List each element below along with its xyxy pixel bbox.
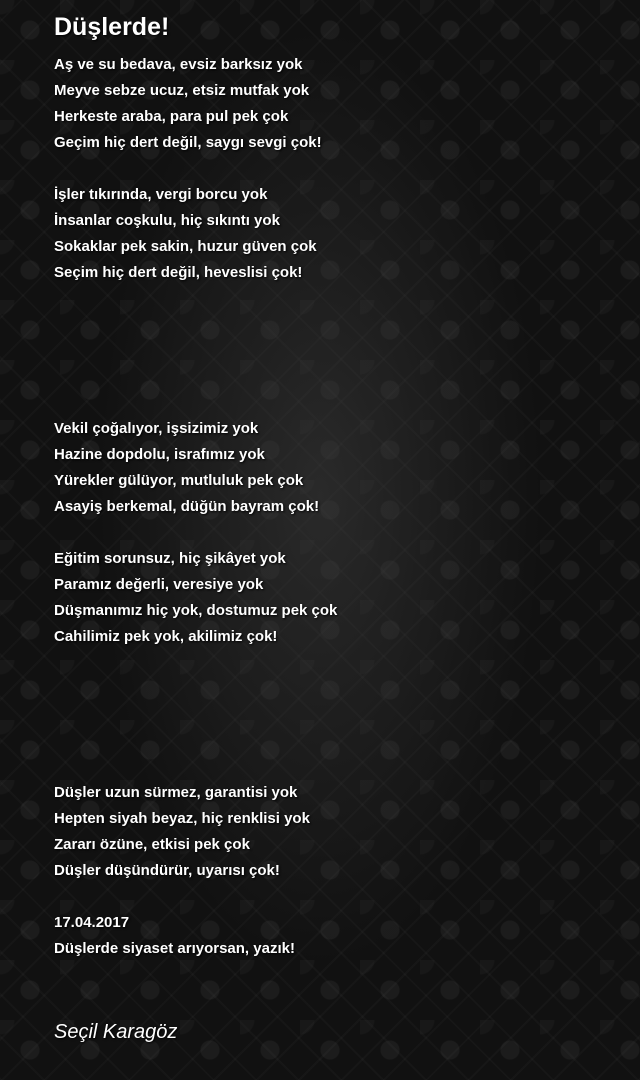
stanza (54, 182, 614, 286)
poem-line: Seçim hiç dert değil, heveslisi çok! (54, 264, 303, 281)
poem-body (54, 52, 614, 988)
poem-line: Düşmanımız hiç yok, dostumuz pek çok (54, 602, 338, 619)
poem-line: Vekil çoğalıyor, işsizimiz yok (54, 420, 259, 437)
author-name: Seçil Karagöz (54, 1021, 178, 1043)
poem-line: Paramız değerli, veresiye yok (54, 576, 264, 593)
poem-date: 17.04.2017 (54, 914, 130, 931)
poem-line: Düşler düşündürür, uyarısı çok! (54, 862, 280, 879)
poem-line: Aş ve su bedava, evsiz barksız yok (54, 56, 303, 73)
poem-line: İşler tıkırında, vergi borcu yok (54, 186, 268, 203)
poem-line: Eğitim sorunsuz, hiç şikâyet yok (54, 550, 286, 567)
poem-line: Hazine dopdolu, israfımız yok (54, 446, 265, 463)
poem-line: İnsanlar coşkulu, hiç sıkıntı yok (54, 212, 280, 229)
stanza (54, 52, 614, 156)
poem-closing-line: Düşlerde siyaset arıyorsan, yazık! (54, 940, 295, 957)
poem-line: Meyve sebze ucuz, etsiz mutfak yok (54, 82, 310, 99)
poem-date-and-closing (54, 910, 614, 962)
stanza (54, 416, 614, 520)
poem-line: Yürekler gülüyor, mutluluk pek çok (54, 472, 304, 489)
poem-line: Cahilimiz pek yok, akilimiz çok! (54, 628, 278, 645)
poem-title: Düşlerde! (54, 13, 170, 41)
poem-line: Sokaklar pek sakin, huzur güven çok (54, 238, 317, 255)
section-gap (54, 312, 614, 416)
poem-line: Geçim hiç dert değil, saygı sevgi çok! (54, 134, 322, 151)
stanza (54, 780, 614, 884)
poem-line: Herkeste araba, para pul pek çok (54, 108, 289, 125)
section-gap (54, 676, 614, 780)
stanza (54, 546, 614, 650)
poem-line: Asayiş berkemal, düğün bayram çok! (54, 498, 320, 515)
poem-line: Hepten siyah beyaz, hiç renklisi yok (54, 810, 310, 827)
poem-line: Zararı özüne, etkisi pek çok (54, 836, 250, 853)
poem-line: Düşler uzun sürmez, garantisi yok (54, 784, 298, 801)
